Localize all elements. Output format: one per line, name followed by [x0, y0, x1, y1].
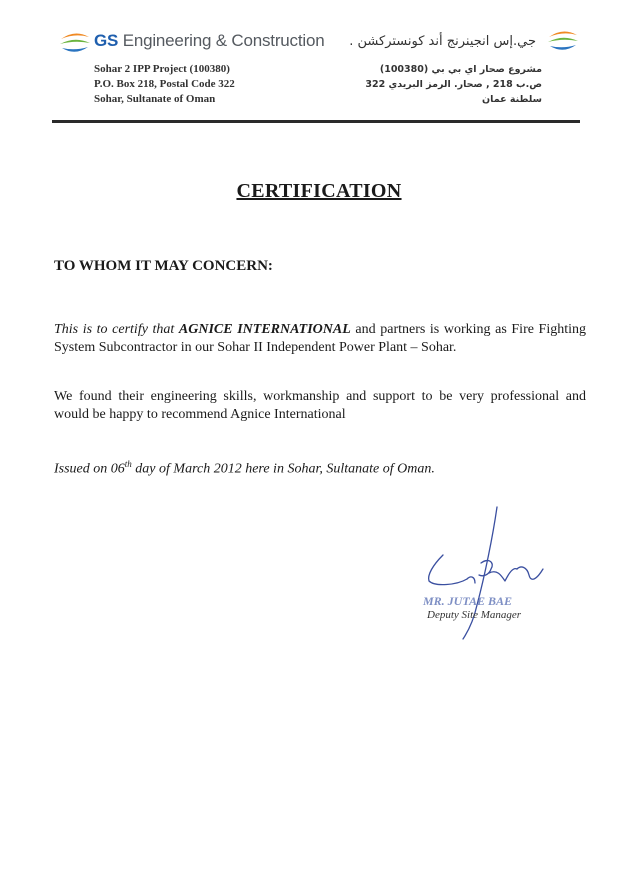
gs-logo-icon — [58, 29, 92, 55]
arabic-address-line: سلطنة عمان — [482, 94, 542, 105]
arabic-address-block — [365, 62, 542, 107]
arabic-address-line: ص.ب 218 , صحار. الرمز البريدي 322 — [365, 79, 542, 90]
recommendation-paragraph: We found their engineering skills, workmanship and support to be very professional and would be happy to recommend Agnice International — [54, 389, 586, 422]
certification-paragraph — [54, 321, 586, 357]
signatory-name: MR. JUTAE BAE — [423, 594, 513, 608]
arabic-address-line: مشروع صحار اي بي بي (100380) — [379, 64, 542, 75]
signatory-role: Deputy Site Manager — [427, 609, 522, 621]
para-rest: and partners is working as Fire Fighting System Subcontractor in our Sohar II Independent Power Plant – Sohar. — [54, 322, 587, 355]
arabic-company-name: جي.إس انجينرنج أند كونستركشن . — [349, 34, 536, 49]
company-name: AGNICE INTERNATIONAL — [178, 322, 351, 337]
issued-prefix: Issued on 06 — [54, 461, 125, 477]
issued-superscript: th — [124, 459, 132, 469]
salutation: TO WHOM IT MAY CONCERN: — [54, 258, 273, 274]
document-title: CERTIFICATION — [236, 180, 402, 202]
address-line: Sohar 2 IPP Project (100380) — [94, 63, 230, 75]
gs-logo-icon-right — [546, 27, 580, 53]
brand-prefix: GS — [94, 31, 119, 50]
address-block — [94, 62, 235, 107]
issued-suffix: day of March 2012 here in Sohar, Sultanate of Oman. — [131, 461, 435, 477]
brand-name: Engineering & Construction — [122, 31, 325, 50]
handwritten-signature — [405, 505, 565, 645]
company-brand — [94, 31, 324, 51]
issued-line — [54, 455, 586, 479]
header-divider — [52, 120, 580, 123]
address-line: Sohar, Sultanate of Oman — [94, 93, 216, 105]
para-lead: This is to certify that — [54, 322, 175, 337]
address-line: P.O. Box 218, Postal Code 322 — [94, 78, 235, 90]
